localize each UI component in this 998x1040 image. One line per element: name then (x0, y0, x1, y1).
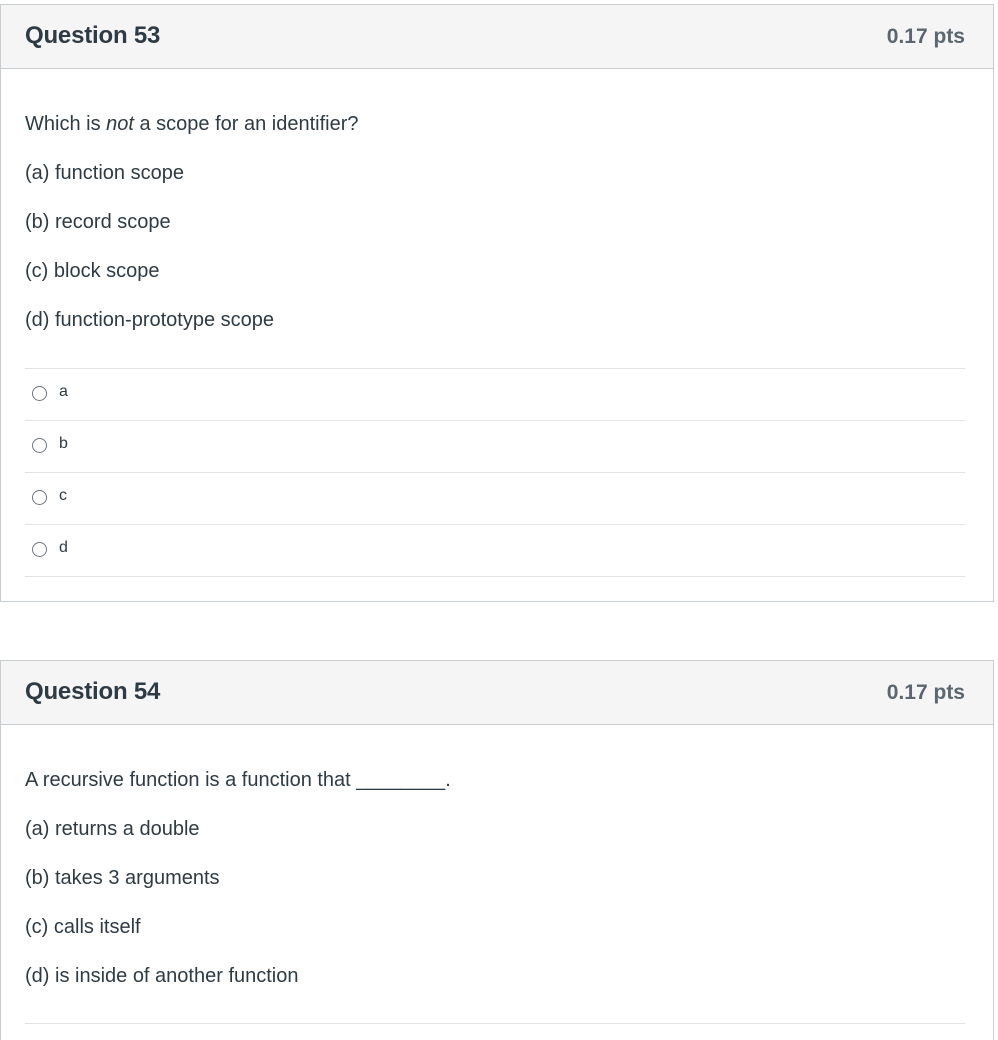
prompt-emphasis: not (106, 113, 134, 135)
option-text-c: (c) block scope (25, 260, 160, 282)
radio-button-a[interactable] (32, 386, 47, 401)
answer-label-a[interactable]: a (59, 383, 68, 400)
radio-button-b[interactable] (32, 438, 47, 453)
question-prompt: Which is not a scope for an identifier? (25, 113, 359, 135)
radio-button-d[interactable] (32, 542, 47, 557)
answer-c[interactable] (25, 473, 965, 525)
answer-d[interactable] (25, 525, 965, 577)
question-header (1, 5, 993, 69)
answer-label-b[interactable]: b (59, 435, 68, 452)
answer-label-c[interactable]: c (59, 487, 67, 504)
option-text-b: (b) takes 3 arguments (25, 867, 220, 889)
question-prompt: A recursive function is a function that ________. (25, 769, 451, 791)
option-text-d: (d) is inside of another function (25, 965, 299, 987)
answer-list (25, 368, 965, 577)
question-53-card (0, 4, 994, 602)
answer-b[interactable] (25, 421, 965, 473)
answer-label-d[interactable]: d (59, 539, 68, 556)
answer-a[interactable] (25, 369, 965, 421)
question-title: Question 53 (25, 22, 161, 49)
option-text-b: (b) record scope (25, 211, 171, 233)
option-text-a: (a) function scope (25, 162, 184, 184)
question-54-card (0, 660, 994, 1040)
option-text-a: (a) returns a double (25, 818, 200, 840)
radio-button-c[interactable] (32, 490, 47, 505)
option-text-d: (d) function-prototype scope (25, 309, 275, 331)
question-header (1, 661, 993, 725)
question-points: 0.17 pts (886, 25, 965, 48)
question-points: 0.17 pts (886, 681, 965, 704)
question-title: Question 54 (25, 678, 161, 705)
option-text-c: (c) calls itself (25, 916, 141, 938)
